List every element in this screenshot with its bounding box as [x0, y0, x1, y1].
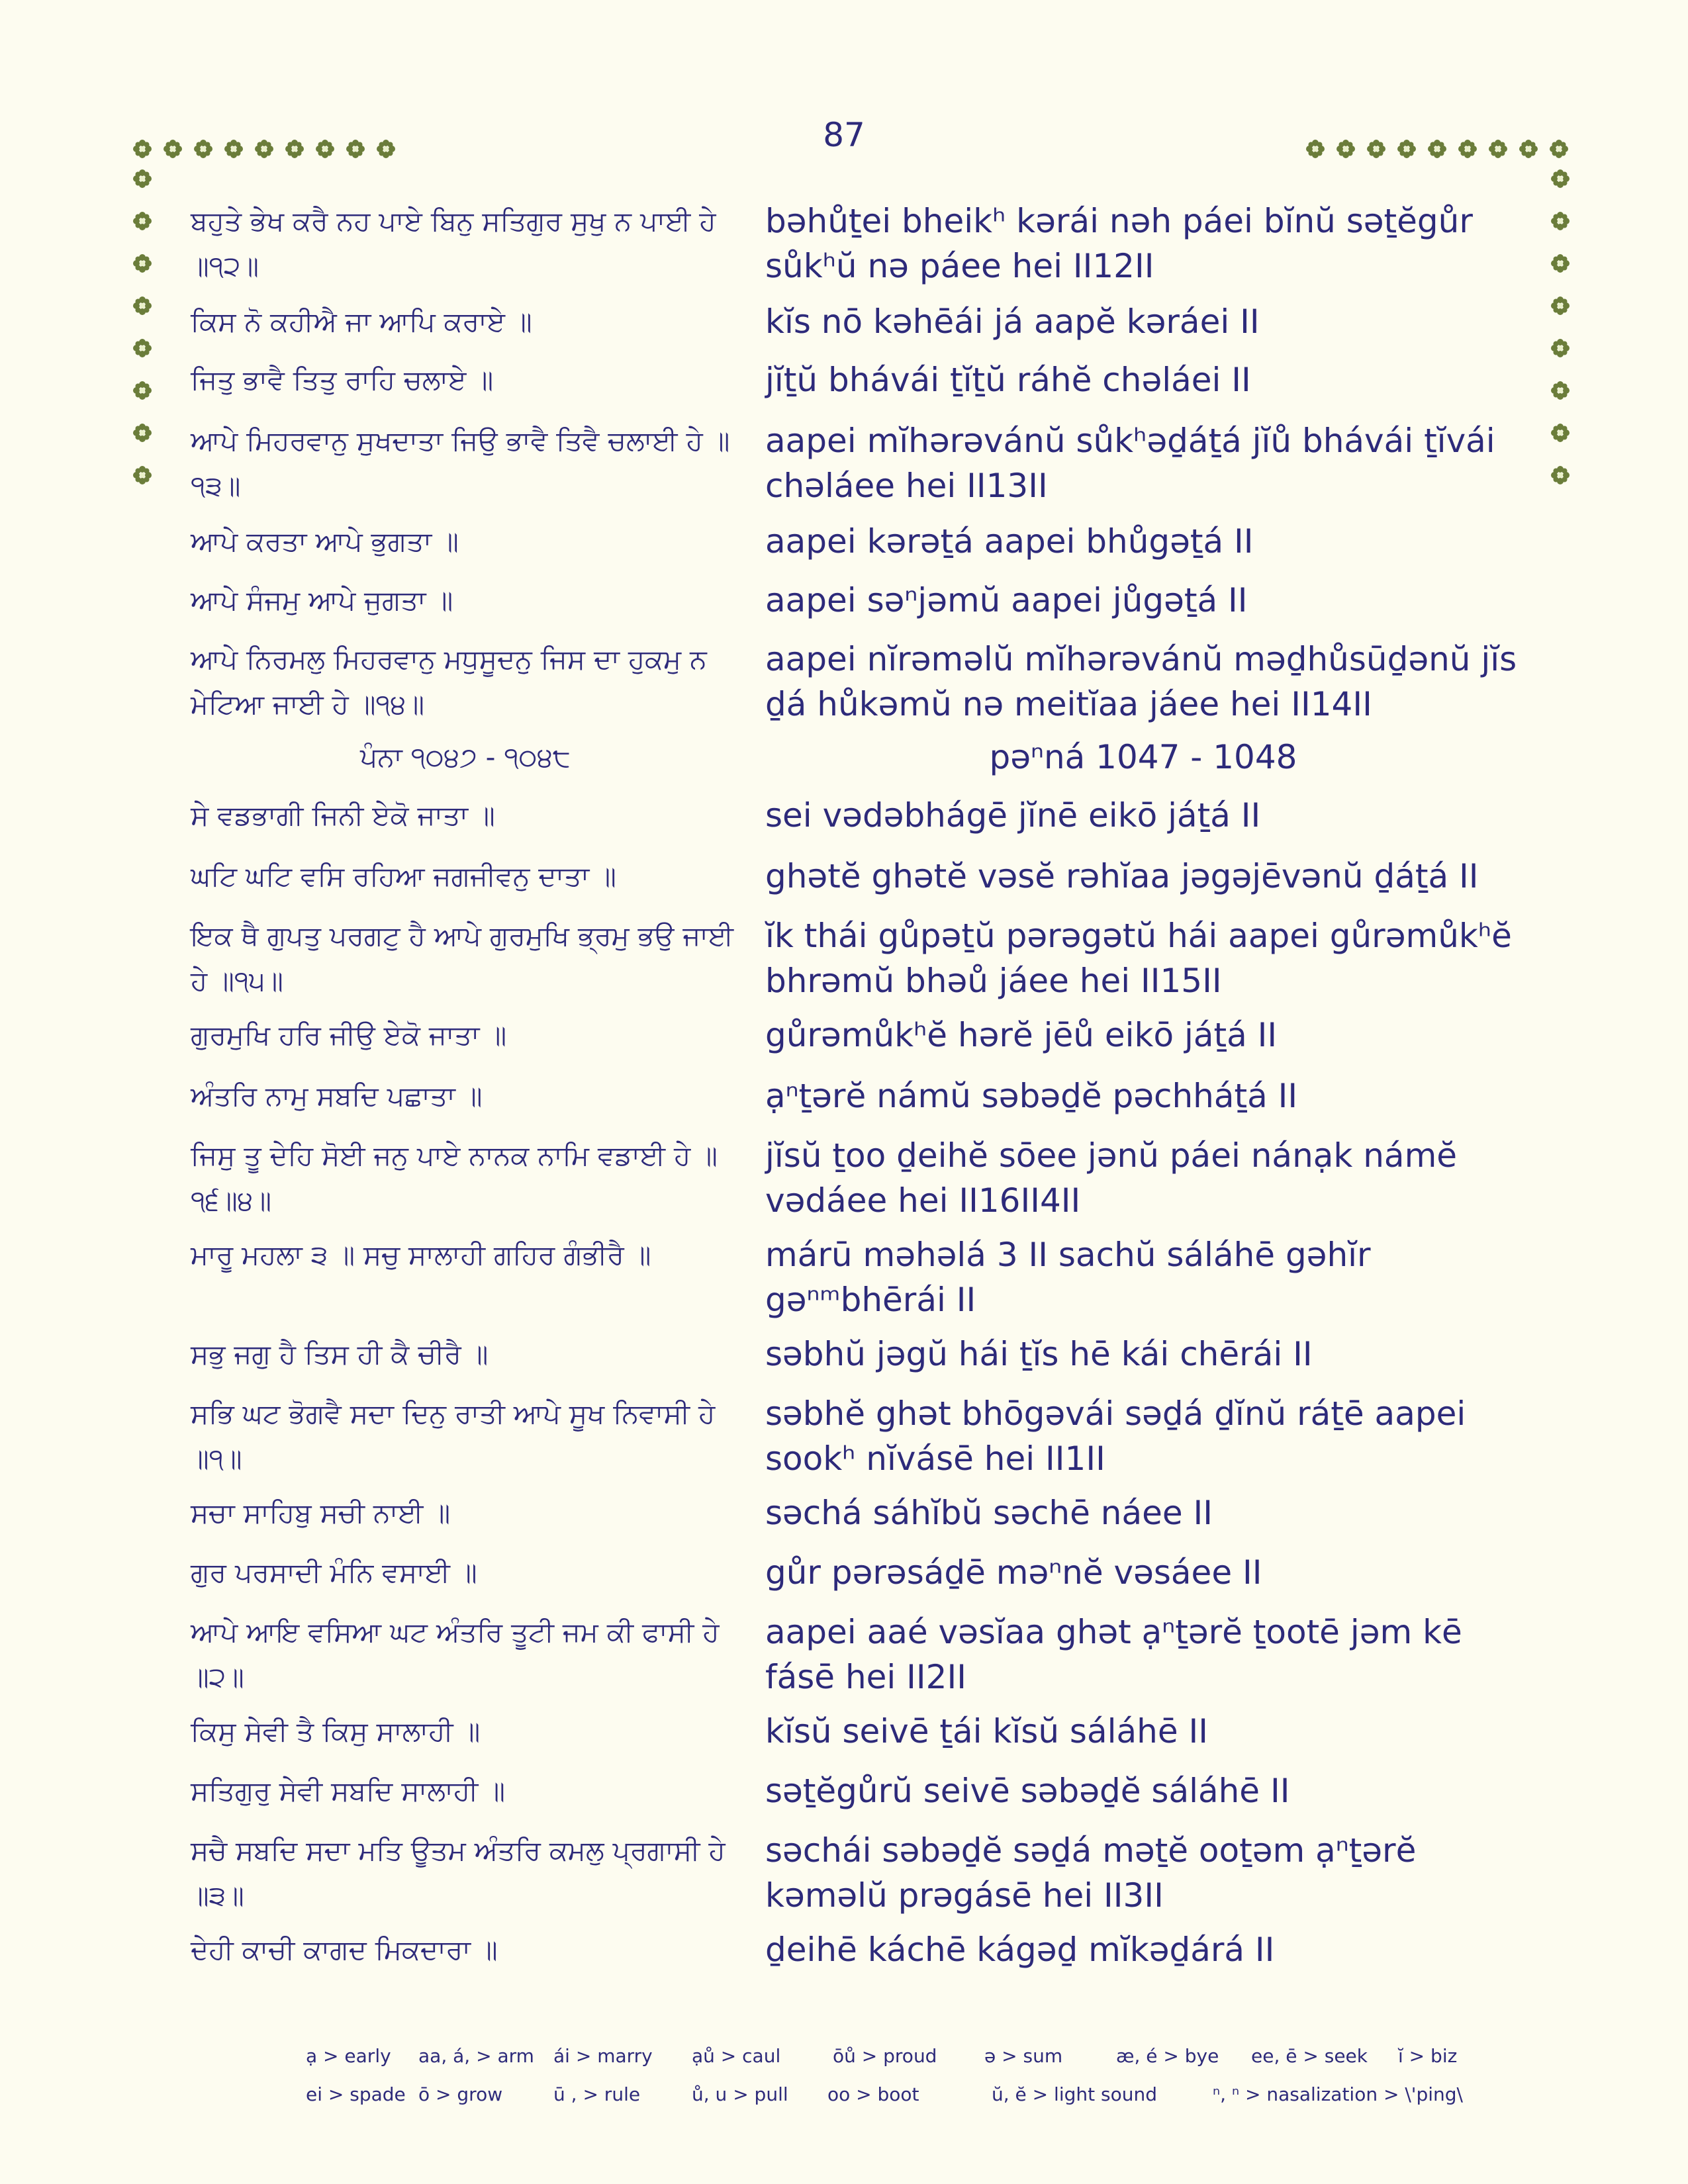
flower-icon	[1336, 139, 1356, 159]
verse-line	[191, 793, 1521, 839]
verse-line	[191, 1927, 1521, 1974]
flower-icon	[132, 169, 152, 189]
verse-line	[191, 578, 1521, 624]
flower-icon	[1550, 338, 1570, 358]
flower-icon	[132, 253, 152, 273]
verse-line	[191, 1133, 1521, 1226]
flower-icon	[1550, 423, 1570, 443]
flower-icon	[1550, 253, 1570, 273]
flower-icon	[132, 423, 152, 443]
flower-icon	[132, 139, 152, 159]
transliteration-text: səbhŭ jəgŭ hái ṯĭs hē kái chērái II	[765, 1335, 1313, 1373]
gurmukhi-text: ਬਹੁਤੇ ਭੇਖ ਕਰੈ ਨਹ ਪਾਏ ਬਿਨੁ ਸਤਿਗੁਰ ਸੁਖੁ ਨ ਪਾਈ ਹੇ ॥੧੨॥	[191, 205, 716, 282]
gurmukhi-text: ਸਭੁ ਜਗੁ ਹੈ ਤਿਸ ਹੀ ਕੈ ਚੀਰੈ ॥	[191, 1338, 489, 1370]
verse-line	[191, 1232, 1521, 1325]
legend-item: æ, é > bye	[1116, 2045, 1219, 2067]
flower-icon	[1305, 139, 1325, 159]
verse-line	[191, 519, 1521, 565]
flower-icon	[1550, 296, 1570, 316]
transliteration-text: sei vədəbhágē jĭnē eikō jáṯá II	[765, 796, 1261, 835]
flower-icon	[163, 139, 183, 159]
legend-item: ee, ē > seek	[1251, 2045, 1368, 2067]
flower-icon	[346, 139, 365, 159]
transliteration-text: aapei nĭrəməlŭ mĭhərəvánŭ məḏhůsūḏənŭ jĭs ḏá hůkəmŭ nə meitĭaa jáee hei II14II	[765, 640, 1517, 723]
flower-icon	[1427, 139, 1447, 159]
gurmukhi-text: ਦੇਹੀ ਕਾਚੀ ਕਾਗਦ ਮਿਕਦਾਰਾ ॥	[191, 1934, 498, 1966]
transliteration-text: aapei mĭhərəvánŭ sůkʰəḏáṯá jĭů bhávái ṯĭvái chəláee hei II13II	[765, 422, 1495, 505]
verse-line	[191, 1550, 1521, 1596]
verse-line	[191, 1610, 1521, 1702]
flower-icon	[315, 139, 335, 159]
transliteration-text: jĭsŭ ṯoo ḏeihĕ sōee jənŭ páei nánạk námĕ vədáee hei II16II4II	[765, 1136, 1458, 1220]
verse-line	[191, 1391, 1521, 1484]
transliteration-text: səchái səbəḏĕ səḏá məṯĕ ooṯəm ạⁿṯərĕ kəməlŭ prəgásē hei II3II	[765, 1831, 1417, 1915]
flower-icon	[376, 139, 396, 159]
flower-icon	[132, 296, 152, 316]
transliteration-text: bəhůṯei bheikʰ kərái nəh páei bĭnŭ səṯĕgůr sůkʰŭ nə páee hei II12II	[765, 202, 1473, 285]
flower-icon	[254, 139, 274, 159]
gurmukhi-text: ਸਚਾ ਸਾਹਿਬੁ ਸਚੀ ਨਾਈ ॥	[191, 1497, 451, 1529]
verse-line	[191, 854, 1521, 900]
flower-icon	[132, 338, 152, 358]
flower-icon	[1488, 139, 1508, 159]
pronunciation-legend	[0, 2045, 1688, 2105]
legend-item: ạ > early	[306, 2045, 391, 2067]
gurmukhi-text: ਆਪੇ ਸੰਜਮੁ ਆਪੇ ਜੁਗਤਾ ॥	[191, 584, 453, 616]
gurmukhi-text: ਕਿਸ ਨੋ ਕਹੀਐ ਜਾ ਆਪਿ ਕਰਾਏ ॥	[191, 306, 532, 338]
flower-icon	[285, 139, 305, 159]
legend-item: ū , > rule	[553, 2083, 641, 2105]
gurmukhi-text: ਘਟਿ ਘਟਿ ਵਸਿ ਰਹਿਆ ਜਗਜੀਵਨੁ ਦਾਤਾ ॥	[191, 860, 616, 892]
transliteration-text: kĭs nō kəhēái já aapĕ kəráei II	[765, 302, 1260, 341]
verse-line	[191, 1013, 1521, 1059]
legend-item: ōů > proud	[833, 2045, 937, 2067]
flower-icon	[1550, 169, 1570, 189]
flower-icon	[132, 211, 152, 231]
transliteration-text: səṯĕgůrŭ seivē səbəḏĕ sáláhē II	[765, 1772, 1290, 1810]
page-reference	[191, 735, 1521, 781]
legend-item: ạů > caul	[692, 2045, 781, 2067]
gurmukhi-text: ਜਿਸੁ ਤੂ ਦੇਹਿ ਸੋਈ ਜਨੁ ਪਾਏ ਨਾਨਕ ਨਾਮਿ ਵਡਾਈ ਹੇ ॥੧੬॥੪॥	[191, 1140, 718, 1216]
gurmukhi-text: ਸਤਿਗੁਰੁ ਸੇਵੀ ਸਬਦਿ ਸਾਲਾਹੀ ॥	[191, 1775, 506, 1807]
transliteration-text: səchá sáhĭbŭ səchē náee II	[765, 1494, 1213, 1532]
gurmukhi-text: ਕਿਸੁ ਸੇਵੀ ਤੈ ਕਿਸੁ ਸਾਲਾਹੀ ॥	[191, 1715, 481, 1747]
legend-item: ái > marry	[553, 2045, 653, 2067]
gurmukhi-text: ਆਪੇ ਨਿਰਮਲੁ ਮਿਹਰਵਾਨੁ ਮਧੁਸੂਦਨੁ ਜਿਸ ਦਾ ਹੁਕਮੁ ਨ ਮੇਟਿਆ ਜਾਈ ਹੇ ॥੧੪॥	[191, 643, 707, 720]
page-number: 87	[823, 116, 865, 154]
transliteration-text: səbhĕ ghət bhōgəvái səḏá ḏĭnŭ ráṯē aapei sookʰ nĭvásē hei II1II	[765, 1394, 1466, 1478]
flower-icon	[1366, 139, 1386, 159]
verse-line	[191, 1490, 1521, 1537]
gurmukhi-text: ਪੰਨਾ ੧੦੪੭ - ੧੦੪੮	[359, 741, 571, 773]
flower-icon	[132, 465, 152, 485]
transliteration-text: ghətĕ ghətĕ vəsĕ rəhĭaa jəgəjēvənŭ ḏáṯá II	[765, 857, 1479, 895]
flower-icon	[224, 139, 244, 159]
transliteration-text: gůr pərəsáḏē məⁿnĕ vəsáee II	[765, 1553, 1262, 1592]
legend-item: oo > boot	[827, 2083, 919, 2105]
flower-icon	[193, 139, 213, 159]
transliteration-text: márū məhəlá 3 II sachŭ sáláhē gəhĭr gəⁿᵐbhērái II	[765, 1236, 1371, 1319]
verse-line	[191, 299, 1521, 345]
verse-line	[191, 357, 1521, 404]
transliteration-text: aapei kərəṯá aapei bhůgəṯá II	[765, 522, 1254, 561]
legend-item: ŭ, ĕ > light sound	[992, 2083, 1157, 2105]
legend-item: ĭ > biz	[1398, 2045, 1458, 2067]
transliteration-text: ḏeihē káchē kágəḏ mĭkəḏárá II	[765, 1931, 1275, 1969]
gurmukhi-text: ਜਿਤੁ ਭਾਵੈ ਤਿਤੁ ਰਾਹਿ ਚਲਾਏ ॥	[191, 364, 494, 396]
transliteration-text: gůrəmůkʰĕ hərĕ jēů eikō jáṯá II	[765, 1016, 1278, 1054]
flower-icon	[1458, 139, 1477, 159]
gurmukhi-text: ਅੰਤਰਿ ਨਾਮੁ ਸਬਦਿ ਪਛਾਤਾ ॥	[191, 1080, 483, 1112]
legend-item: ō > grow	[418, 2083, 503, 2105]
gurmukhi-text: ਗੁਰਮੁਖਿ ਹਰਿ ਜੀਉ ਏਕੋ ਜਾਤਾ ॥	[191, 1019, 507, 1051]
gurmukhi-text: ਆਪੇ ਕਰਤਾ ਆਪੇ ਭੁਗਤਾ ॥	[191, 525, 459, 557]
gurmukhi-text: ਆਪੇ ਆਇ ਵਸਿਆ ਘਟ ਅੰਤਰਿ ਤੂਟੀ ਜਮ ਕੀ ਫਾਸੀ ਹੇ ॥੨॥	[191, 1616, 720, 1693]
legend-item: ei > spade	[306, 2083, 406, 2105]
flower-icon	[1397, 139, 1417, 159]
flower-icon	[1550, 211, 1570, 231]
verse-line	[191, 1073, 1521, 1120]
verse-line	[191, 418, 1521, 511]
gurmukhi-text: ਆਪੇ ਮਿਹਰਵਾਨੁ ਸੁਖਦਾਤਾ ਜਿਉ ਭਾਵੈ ਤਿਵੈ ਚਲਾਈ ਹੇ ॥੧੩॥	[191, 425, 730, 502]
transliteration-text: ĭk thái gůpəṯŭ pərəgətŭ hái aapei gůrəmůkʰĕ bhrəmŭ bhəů jáee hei II15II	[765, 917, 1512, 1000]
gurmukhi-text: ਸਚੈ ਸਬਦਿ ਸਦਾ ਮਤਿ ਊਤਮ ਅੰਤਰਿ ਕਮਲੁ ਪ੍ਰਗਾਸੀ ਹੇ ॥੩॥	[191, 1835, 726, 1911]
verse-line	[191, 1828, 1521, 1921]
verse-line	[191, 1768, 1521, 1815]
gurmukhi-text: ਇਕ ਥੈ ਗੁਪਤੁ ਪਰਗਟੁ ਹੈ ਆਪੇ ਗੁਰਮੁਖਿ ਭ੍ਰਮੁ ਭਉ ਜਾਈ ਹੇ ॥੧੫॥	[191, 920, 733, 997]
verse-line	[191, 913, 1521, 1006]
flower-icon	[1550, 381, 1570, 400]
legend-item: ⁿ, ⁿ > nasalization > \'ping\	[1213, 2083, 1463, 2105]
flower-icon	[132, 381, 152, 400]
verse-line	[191, 1709, 1521, 1755]
gurmukhi-text: ਸੇ ਵਡਭਾਗੀ ਜਿਨੀ ਏਕੋ ਜਾਤਾ ॥	[191, 799, 495, 831]
legend-item: ů, u > pull	[692, 2083, 788, 2105]
gurmukhi-text: ਮਾਰੂ ਮਹਲਾ ੩ ॥ ਸਚੁ ਸਾਲਾਹੀ ਗਹਿਰ ਗੰਭੀਰੈ ॥	[191, 1239, 651, 1271]
gurmukhi-text: ਗੁਰ ਪਰਸਾਦੀ ਮੰਨਿ ਵਸਾਈ ॥	[191, 1557, 477, 1588]
transliteration-text: jĭṯŭ bhávái ṯĭṯŭ ráhĕ chəláei II	[765, 361, 1251, 399]
legend-item: aa, á, > arm	[418, 2045, 534, 2067]
verse-line	[191, 637, 1521, 729]
flower-icon	[1550, 465, 1570, 485]
flower-icon	[1549, 139, 1569, 159]
transliteration-text: pəⁿná 1047 - 1048	[989, 738, 1297, 776]
verse-line	[191, 1332, 1521, 1378]
verse-line	[191, 199, 1521, 291]
transliteration-text: ạⁿṯərĕ námŭ səbəḏĕ pəchháṯá II	[765, 1077, 1298, 1115]
legend-item: ə > sum	[984, 2045, 1063, 2067]
transliteration-text: aapei səⁿjəmŭ aapei jůgəṯá II	[765, 581, 1248, 619]
gurmukhi-text: ਸਭਿ ਘਟ ਭੋਗਵੈ ਸਦਾ ਦਿਨੁ ਰਾਤੀ ਆਪੇ ਸੂਖ ਨਿਵਾਸੀ ਹੇ ॥੧॥	[191, 1398, 716, 1475]
transliteration-text: aapei aaé vəsĭaa ghət ạⁿṯərĕ ṯootē jəm kē fásē hei II2II	[765, 1613, 1462, 1696]
transliteration-text: kĭsŭ seivē ṯái kĭsŭ sáláhē II	[765, 1712, 1208, 1751]
flower-icon	[1519, 139, 1538, 159]
